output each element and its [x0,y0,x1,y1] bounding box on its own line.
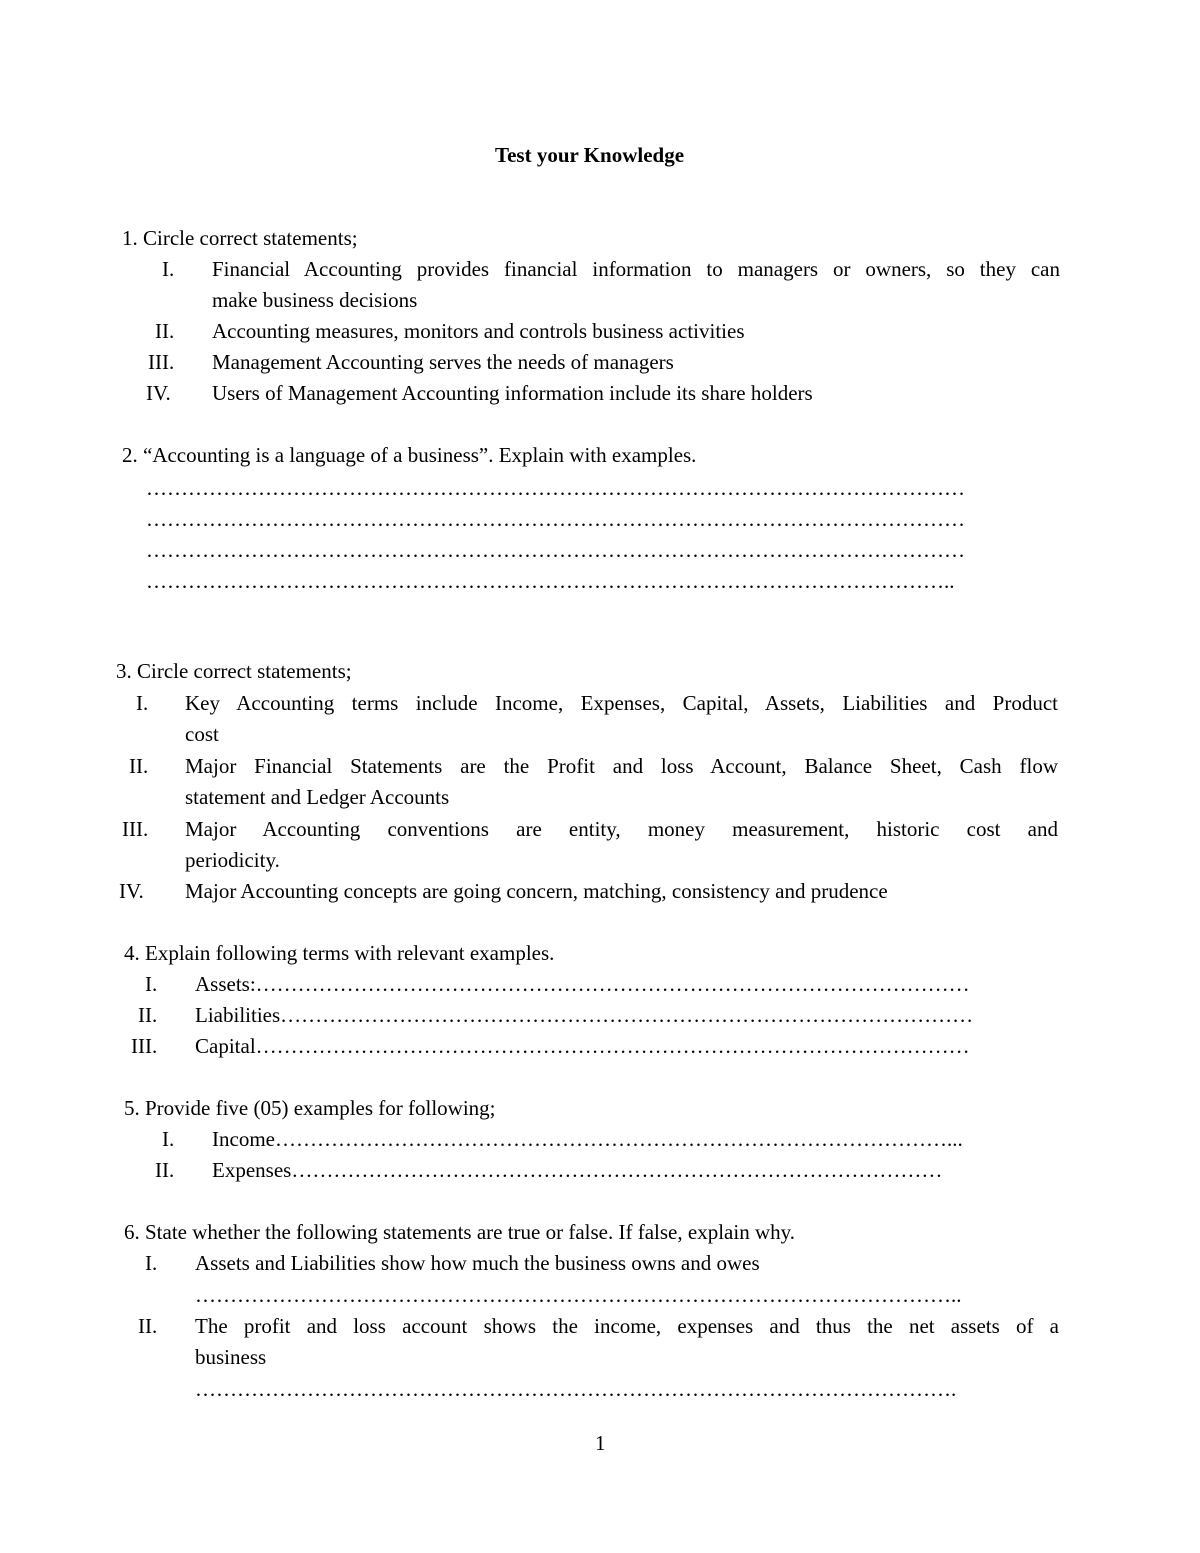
q1-item-num: II. [155,319,175,343]
q1-item-text: Management Accounting serves the needs of managers [212,350,674,374]
q1-item-text: Accounting measures, monitors and controls business activities [212,319,745,343]
q5-item-num: I. [162,1127,175,1151]
q3-heading: 3. Circle correct statements; [116,659,352,683]
q4-heading: 4. Explain following terms with relevant examples. [124,941,555,965]
q3-item-text: Major Accounting conventions are entity, money measurement, historic cost and [185,817,1058,841]
q5-item-text: Expenses………………………………………………………………………………… [212,1158,943,1182]
q4-item-num: I. [145,972,158,996]
q2-heading: 2. “Accounting is a language of a business”. Explain with examples. [122,443,697,467]
q6-item-num: II. [138,1314,158,1338]
q1-item-num: I. [162,257,175,281]
q1-item-num: IV. [146,381,171,405]
q4-item-num: III. [131,1034,158,1058]
q3-item-num: II. [129,754,149,778]
q4-item-num: II. [138,1003,158,1027]
answer-dots-line: ………………………………………………………………………………………………. [195,1379,957,1400]
page-number: 1 [595,1431,606,1455]
q4-item-text: Capital………………………………………………………………………………………… [195,1034,970,1058]
q3-item-text: Major Accounting concepts are going concern, matching, consistency and prudence [185,879,888,903]
q4-item-text: Assets:………………………………………………………………………………………… [195,972,970,996]
q6-item-num: I. [145,1251,158,1275]
q3-item-text: Key Accounting terms include Income, Expenses, Capital, Assets, Liabilities and Product [185,691,1058,715]
q6-item-text: Assets and Liabilities show how much the business owns and owes [195,1251,760,1275]
q6-item-text-cont: business [195,1345,267,1369]
q3-item-text-cont: cost [185,722,219,746]
q3-item-text-cont: statement and Ledger Accounts [185,785,450,809]
answer-dots-line: ……………………………………………………………………………………………………… [146,509,965,530]
q5-heading: 5. Provide five (05) examples for following; [124,1096,496,1120]
q5-item-num: II. [155,1158,175,1182]
answer-dots-line: ……………………………………………………………………………………………………… [146,540,965,561]
q6-item-text: The profit and loss account shows the income, expenses and thus the net assets of a [195,1314,1059,1338]
q4-item-text: Liabilities……………………………………………………………………………………… [195,1003,974,1027]
q5-item-text: Income……………………………………………………………………………………... [212,1127,963,1151]
q1-item-text: Users of Management Accounting information include its share holders [212,381,813,405]
q1-item-num: III. [148,350,175,374]
q6-heading: 6. State whether the following statements are true or false. If false, explain why. [124,1220,795,1244]
q3-item-num: IV. [119,879,144,903]
q1-item-text: Financial Accounting provides financial information to managers or owners, so they can [212,257,1060,281]
answer-dots-line: ……………………………………………………………………………………………………… [146,478,965,499]
page-title: Test your Knowledge [495,143,685,167]
q3-item-num: I. [136,691,149,715]
q1-heading: 1. Circle correct statements; [122,226,358,250]
q1-item-text-cont: make business decisions [212,288,418,312]
q3-item-text: Major Financial Statements are the Profit and loss Account, Balance Sheet, Cash flow [185,754,1058,778]
answer-dots-line: ……………………………………………………………………………………………….. [195,1285,962,1306]
answer-dots-line: …………………………………………………………………………………………………….. [146,571,955,592]
q3-item-num: III. [122,817,149,841]
q3-item-text-cont: periodicity. [185,848,280,872]
